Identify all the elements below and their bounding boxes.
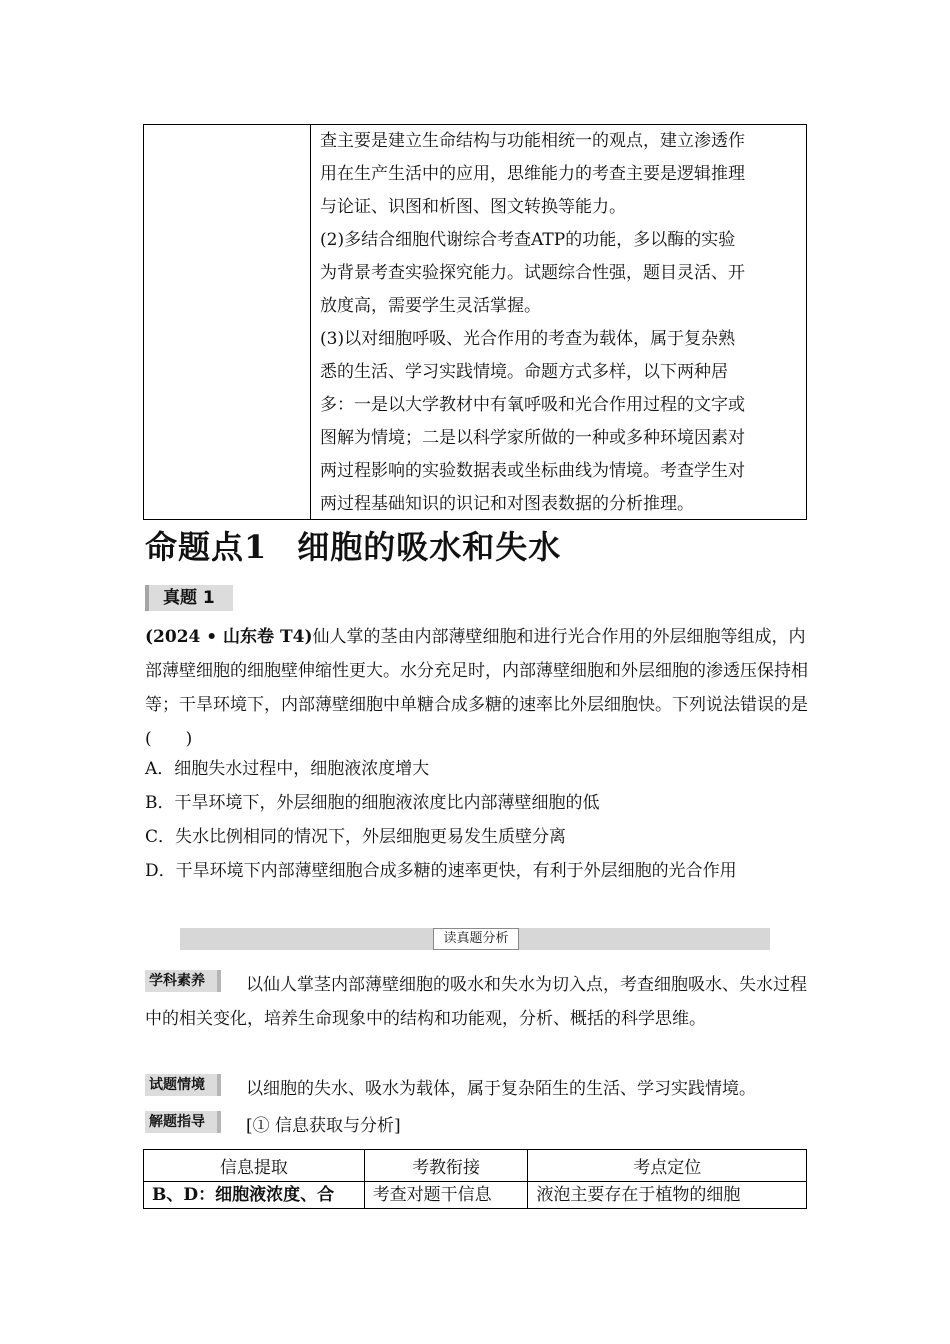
table-cell: 考查对题干信息 [364, 1182, 528, 1209]
cell-text: B、D：细胞液浓度、合 [152, 1185, 335, 1205]
option-b: B．干旱环境下，外层细胞的细胞液浓度比内部薄壁细胞的低 [145, 793, 600, 813]
table-line: 用在生产生活中的应用，思维能力的考查主要是逻辑推理 [320, 164, 745, 184]
table-line: 与论证、识图和析图、图文转换等能力。 [320, 197, 626, 217]
table-line: 图解为情境；二是以科学家所做的一种或多种环境因素对 [320, 428, 745, 448]
table-line: 两过程基础知识的识记和对图表数据的分析推理。 [320, 494, 694, 514]
guide-paragraph [145, 1109, 809, 1143]
table-line: (2)多结合细胞代谢综合考查ATP的功能，多以酶的实验 [320, 230, 736, 250]
table-line: 多：一是以大学教材中有氧呼吸和光合作用过程的文字或 [320, 395, 745, 415]
literacy-text: 以仙人掌茎内部薄壁细胞的吸水和失水为切入点，考查细胞吸水、失水过程中的相关变化，培养生命现象中的结构和功能观，分析、概括的科学思维。 [145, 975, 807, 1029]
table-cell [144, 1182, 365, 1209]
table-right-cell [311, 125, 806, 519]
analysis-label: 读真题分析 [433, 928, 519, 950]
guide-tag: 解题指导 [145, 1111, 221, 1133]
context-paragraph [145, 1072, 809, 1106]
table-line: 悉的生活、学习实践情境。命题方式多样，以下两种居 [320, 362, 728, 382]
section-title: 细胞的吸水和失水 [297, 528, 562, 566]
table-line: (3)以对细胞呼吸、光合作用的考查为载体，属于复杂熟 [320, 329, 736, 349]
exam-analysis-table-continued [143, 124, 807, 520]
header-point-location: 考点定位 [528, 1150, 807, 1182]
table-row [144, 1182, 807, 1209]
context-tag: 试题情境 [145, 1074, 221, 1096]
table-left-cell [144, 125, 311, 519]
context-text: 以细胞的失水、吸水为载体，属于复杂陌生的生活、学习实践情境。 [246, 1079, 756, 1099]
table-header-row [144, 1150, 807, 1182]
info-analysis-table [143, 1149, 807, 1209]
section-number: 命题点1 [145, 528, 268, 566]
header-exam-link: 考教衔接 [364, 1150, 528, 1182]
option-d: D．干旱环境下内部薄壁细胞合成多糖的速率更快，有利于外层细胞的光合作用 [145, 861, 737, 881]
question-stem [145, 620, 809, 756]
answer-options [145, 752, 809, 888]
real-exam-tag: 真题 1 [145, 585, 233, 611]
table-line: 为背景考查实验探究能力。试题综合性强，题目灵活、开 [320, 263, 745, 283]
table-line: 查主要是建立生命结构与功能相统一的观点，建立渗透作 [320, 131, 745, 151]
table-line: 两过程影响的实验数据表或坐标曲线为情境。考查学生对 [320, 461, 745, 481]
literacy-tag: 学科素养 [145, 970, 221, 992]
table-cell: 液泡主要存在于植物的细胞 [528, 1182, 807, 1209]
literacy-paragraph [145, 968, 809, 1036]
option-c: C．失水比例相同的情况下，外层细胞更易发生质壁分离 [145, 827, 567, 847]
guide-text: [① 信息获取与分析] [246, 1116, 401, 1136]
option-a: A．细胞失水过程中，细胞液浓度增大 [145, 759, 430, 779]
section-heading [145, 522, 561, 568]
header-info-extract: 信息提取 [144, 1150, 365, 1182]
question-text: 仙人掌的茎由内部薄壁细胞和进行光合作用的外层细胞等组成，内部薄壁细胞的细胞壁伸缩性更大。水分充足时，内部薄壁细胞和外层细胞的渗透压保持相等；干旱环境下，内部薄壁细胞中单糖合成多糖的速率比外层细胞快。下列说法错误的是( ) [145, 627, 808, 749]
question-source: (2024 • 山东卷 T4) [145, 627, 313, 647]
table-line: 放度高，需要学生灵活掌握。 [320, 296, 541, 316]
